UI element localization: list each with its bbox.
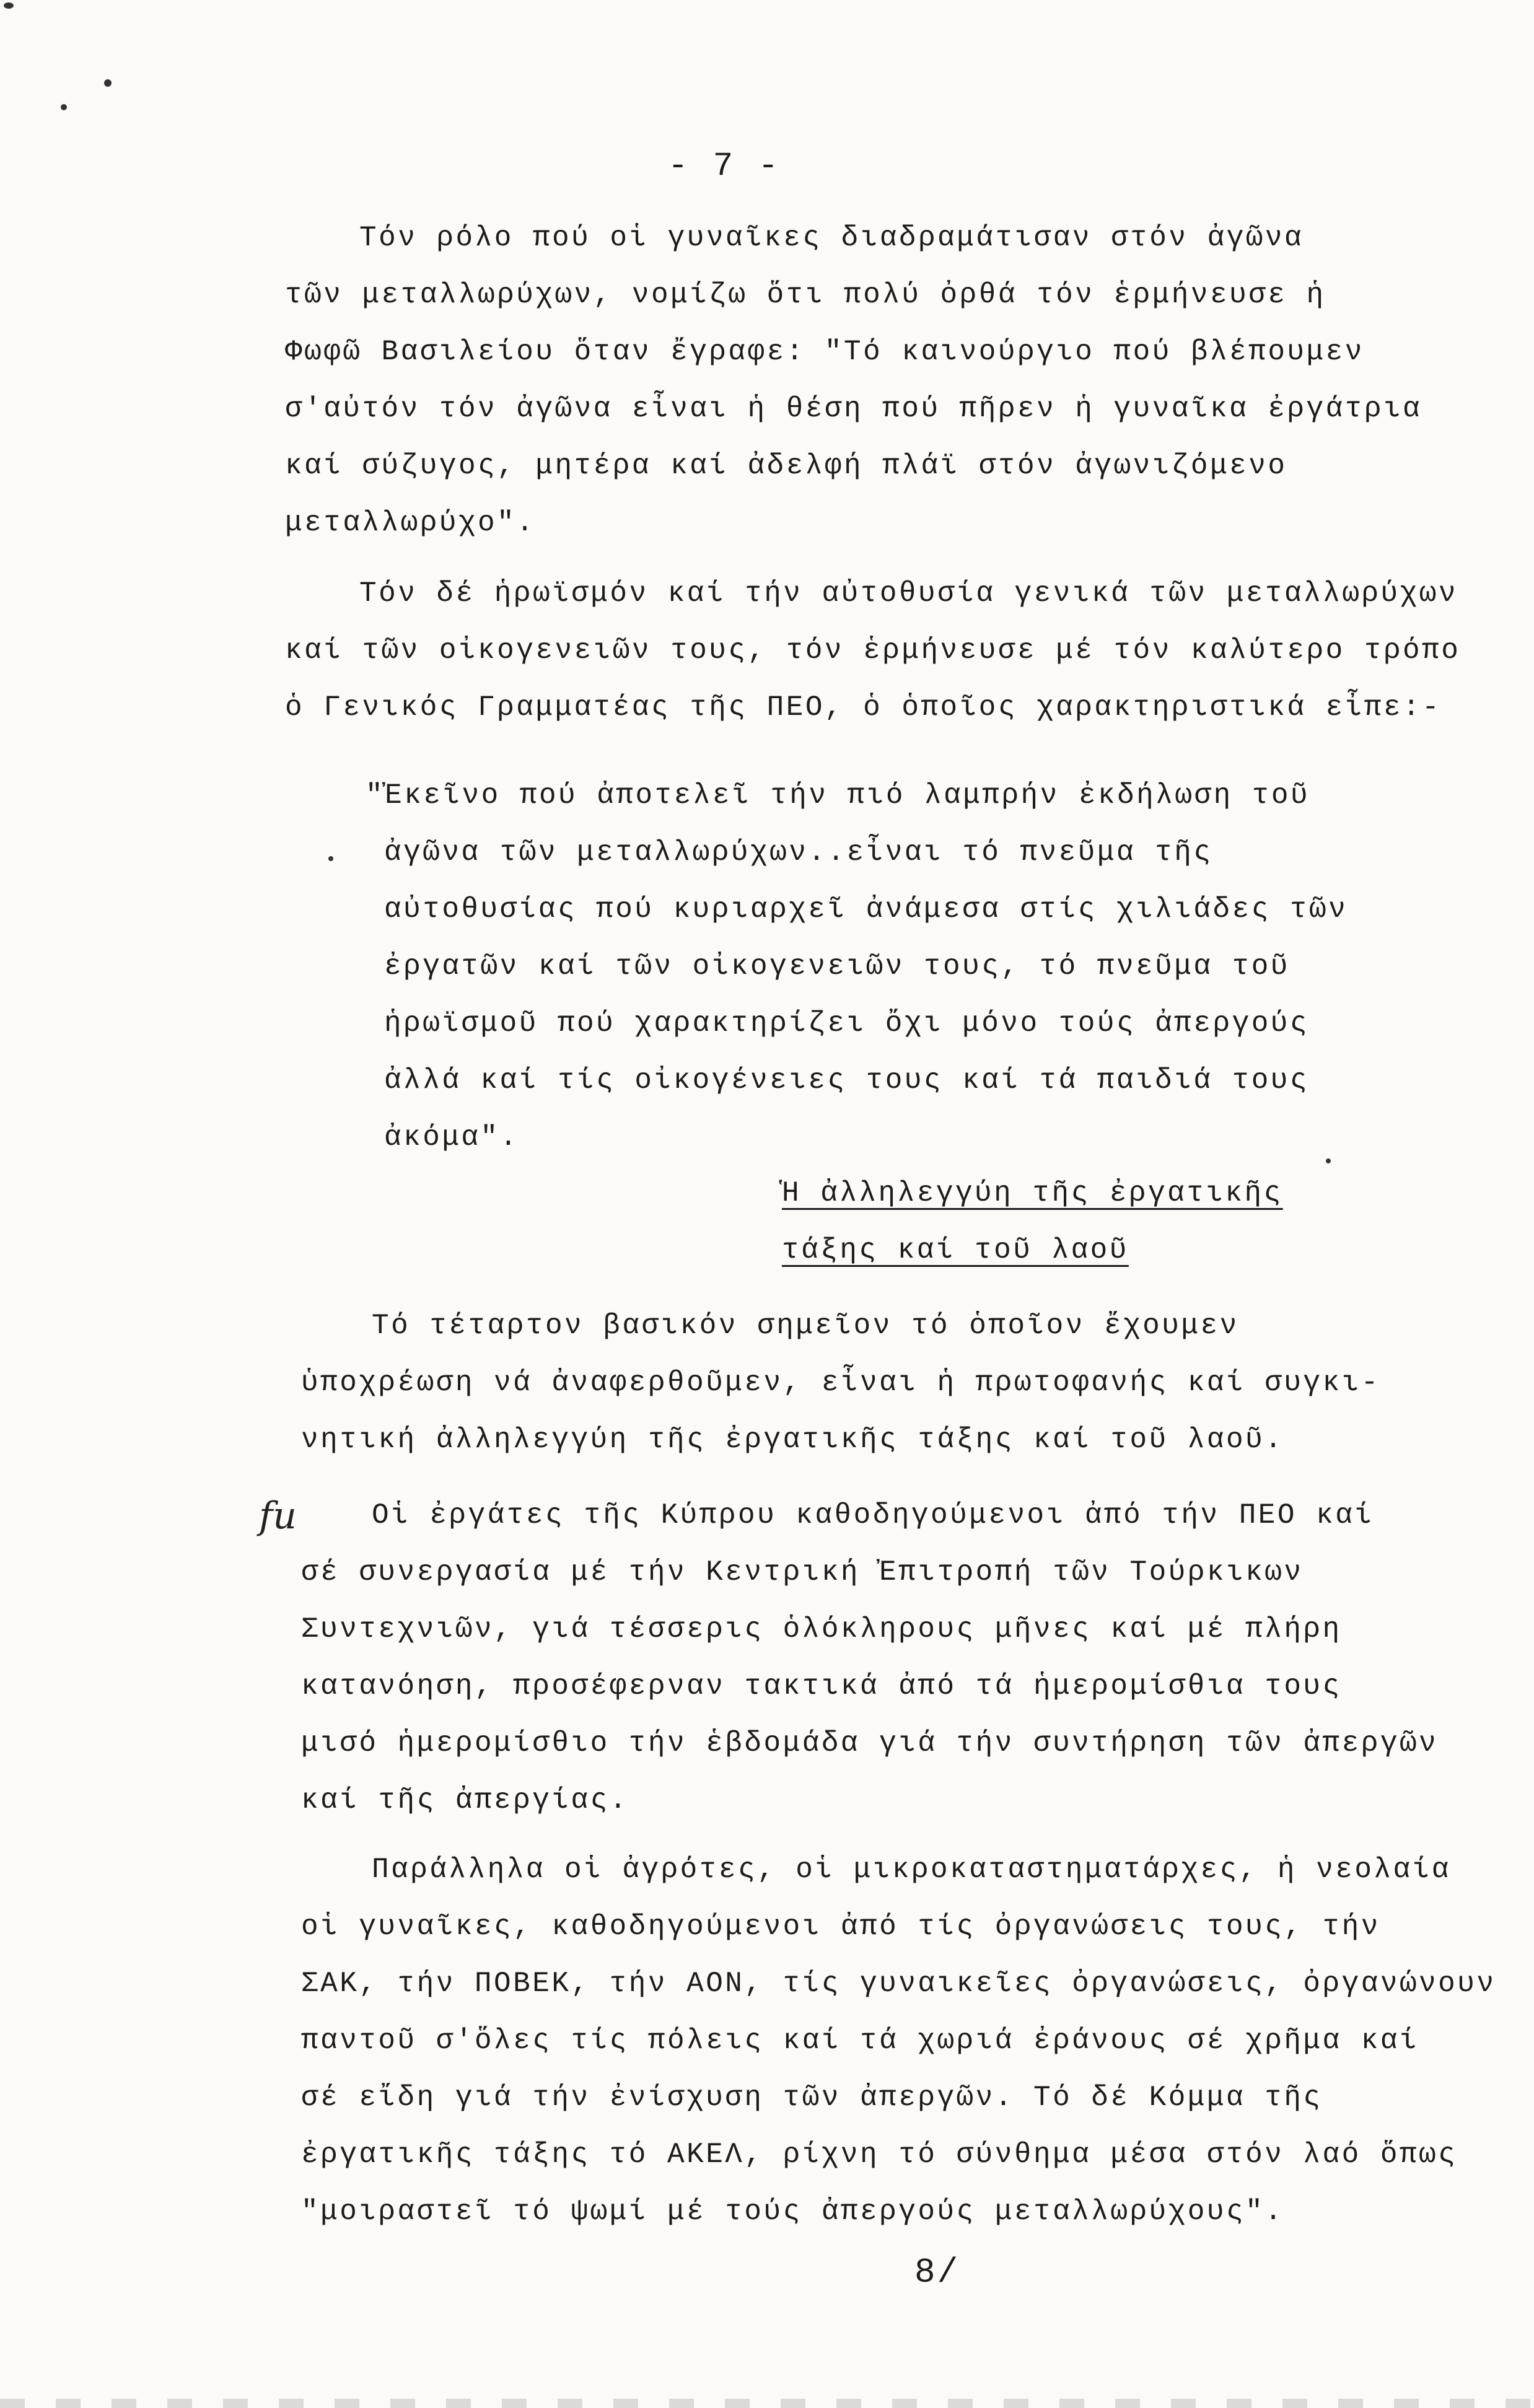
quote-line: ἡρωϊσμοῦ πού χαρακτηρίζει ὄχι μόνο τούς ἀπεργούς xyxy=(384,1007,1310,1040)
paragraph-line: σ'αὐτόν τόν ἀγῶνα εἶναι ἡ θέση πού πῆρεν ἡ γυναῖκα ἐργάτρια xyxy=(285,393,1422,425)
section-heading: τάξης καί τοῦ λαοῦ xyxy=(782,1234,1129,1266)
paragraph-line: τῶν μεταλλωρύχων, νομίζω ὅτι πολύ ὀρθά τόν ἑρμήνευσε ἡ xyxy=(285,279,1326,311)
scan-speck xyxy=(4,2,14,9)
paragraph-line: νητική ἀλληλεγγύη τῆς ἐργατικῆς τάξης καί τοῦ λαοῦ. xyxy=(301,1424,1284,1456)
paragraph-line: κατανόηση, προσέφερναν τακτικά ἀπό τά ἡμερομίσθια τους xyxy=(301,1670,1342,1702)
paragraph-line: Τόν δέ ἡρωϊσμόν καί τήν αὐτοθυσία γενικά τῶν μεταλλωρύχων xyxy=(359,577,1458,610)
scan-speck xyxy=(61,104,67,110)
paragraph-line: σέ συνεργασία μέ τήν Κεντρική Ἐπιτροπή τῶν Τούρκικων xyxy=(301,1556,1304,1588)
scan-edge xyxy=(0,2399,1534,2408)
scan-speck xyxy=(104,79,112,87)
paragraph-line: Οἱ ἐργάτες τῆς Κύπρου καθοδηγούμενοι ἀπό τήν ΠΕΟ καί xyxy=(372,1499,1374,1531)
quote-line: ἀλλά καί τίς οἰκογένειες τους καί τά παιδιά τους xyxy=(384,1064,1310,1097)
paragraph-line: Συντεχνιῶν, γιά τέσσερις ὁλόκληρους μῆνες καί μέ πλήρη xyxy=(301,1613,1342,1645)
paragraph-line: παντοῦ σ'ὅλες τίς πόλεις καί τά χωριά ἐράνους σέ χρῆμα καί xyxy=(301,2025,1419,2057)
paragraph-line: Φωφῶ Βασιλείου ὅταν ἔγραφε: "Τό καινούργιο πού βλέπουμεν xyxy=(285,336,1364,368)
quote-line: ἀγῶνα τῶν μεταλλωρύχων..εἶναι τό πνεῦμα τῆς xyxy=(384,836,1213,869)
paragraph-line: ὑποχρέωση νά ἀναφερθοῦμεν, εἶναι ἡ πρωτοφανής καί συγκι- xyxy=(301,1367,1380,1399)
paragraph-line: ὁ Γενικός Γραμματέας τῆς ΠΕΟ, ὁ ὁποῖος χαρακτηριστικά εἶπε:- xyxy=(285,691,1442,724)
paragraph-line: οἱ γυναῖκες, καθοδηγούμενοι ἀπό τίς ὀργανώσεις τους, τήν xyxy=(301,1911,1380,1943)
section-heading: Ἡ ἀλληλεγγύη τῆς ἐργατικῆς xyxy=(782,1177,1283,1209)
quote-line: ἀκόμα". xyxy=(384,1121,519,1154)
paragraph-line: καί σύζυγος, μητέρα καί ἀδελφή πλάϊ στόν ἀγωνιζόμενο xyxy=(285,450,1287,482)
paragraph-line: Τόν ρόλο πού οἱ γυναῖκες διαδραμάτισαν στόν ἀγῶνα xyxy=(359,222,1304,254)
scan-speck xyxy=(328,856,333,861)
handwritten-margin-note: fu xyxy=(259,1494,297,1538)
paragraph-line: ΣΑΚ, τήν ΠΟΒΕΚ, τήν ΑΟΝ, τίς γυναικεῖες ὀργανώσεις, ὀργανώνουν xyxy=(301,1968,1496,2000)
paragraph-line: καί τῆς ἀπεργίας. xyxy=(301,1784,629,1816)
next-page-marker: 8/ xyxy=(914,2253,960,2292)
paragraph-line: "μοιραστεῖ τό ψωμί μέ τούς ἀπεργούς μεταλλωρύχους". xyxy=(301,2196,1284,2228)
paragraph-line: Τό τέταρτον βασικόν σημεῖον τό ὁποῖον ἔχουμεν xyxy=(372,1310,1239,1342)
paragraph-line: καί τῶν οἰκογενειῶν τους, τόν ἑρμήνευσε μέ τόν καλύτερο τρόπο xyxy=(285,634,1461,667)
page-number: - 7 - xyxy=(668,147,781,185)
paragraph-line: ἐργατικῆς τάξης τό ΑΚΕΛ, ρίχνη τό σύνθημα μέσα στόν λαό ὅπως xyxy=(301,2139,1458,2171)
quote-line: αὐτοθυσίας πού κυριαρχεῖ ἀνάμεσα στίς χιλιάδες τῶν xyxy=(384,893,1348,926)
paragraph-line: σέ εἴδη γιά τήν ἐνίσχυση τῶν ἀπεργῶν. Τό δέ Κόμμα τῆς xyxy=(301,2082,1323,2114)
scan-speck xyxy=(1326,1158,1331,1163)
quote-line: "Ἐκεῖνο πού ἀποτελεῖ τήν πιό λαμπρήν ἐκδήλωση τοῦ xyxy=(366,779,1310,812)
paragraph-line: μεταλλωρύχο". xyxy=(285,507,536,539)
quote-line: ἐργατῶν καί τῶν οἰκογενειῶν τους, τό πνεῦμα τοῦ xyxy=(384,950,1290,983)
paragraph-line: μισό ἡμερομίσθιο τήν ἑβδομάδα γιά τήν συντήρηση τῶν ἀπεργῶν xyxy=(301,1727,1439,1759)
paragraph-line: Παράλληλα οἱ ἀγρότες, οἱ μικροκαταστηματάρχες, ἡ νεολαία xyxy=(372,1854,1451,1886)
